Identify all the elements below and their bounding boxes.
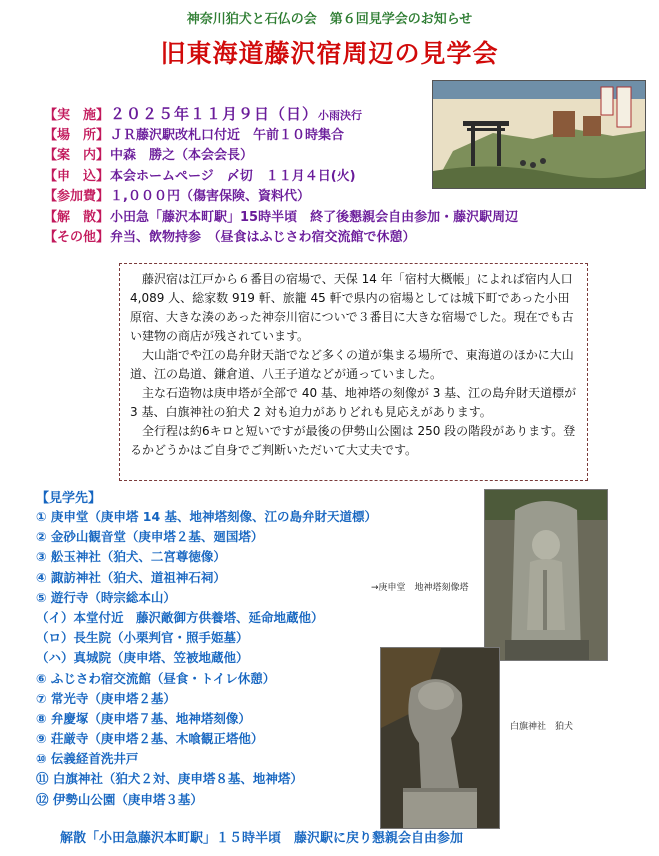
site-item: （ロ）長生院（小栗判官・照手姫墓） (36, 630, 249, 646)
detail-label: 【申 込】 (44, 168, 110, 184)
site-item: ⑫ 伊勢山公園（庚申塔３基） (36, 791, 203, 807)
detail-label: 【場 所】 (44, 127, 110, 143)
detail-value: 小田急「藤沢本町駅」15時半頃 終了後懇親会自由参加・藤沢駅周辺 (110, 209, 519, 225)
detail-note: 小雨決行 (318, 109, 363, 122)
detail-guide (44, 144, 484, 165)
detail-value: 中森 勝之（本会会長） (110, 148, 254, 163)
site-item: ④ 諏訪神社（狛犬、道祖神石祠） (36, 569, 226, 585)
event-details (44, 103, 519, 247)
photo1-caption: →庚申堂 地神塔刻像塔 (371, 583, 469, 593)
detail-apply (44, 165, 484, 186)
ukiyoe-print-image (432, 80, 646, 189)
detail-dismiss (44, 206, 519, 227)
site-item: （ハ）真城院（庚申塔、笠被地蔵他） (36, 650, 249, 666)
site-item: ① 庚申堂（庚申塔 14 基、地神塔刻像、江の島弁財天道標） (36, 509, 378, 524)
site-item: ③ 舩玉神社（狛犬、二宮尊徳像） (36, 549, 226, 565)
photo2-caption: 白旗神社 狛犬 (510, 722, 574, 732)
detail-label: 【案 内】 (44, 148, 110, 163)
site-item: ⑦ 常光寺（庚申塔２基） (36, 690, 176, 706)
site-item: ⑨ 荘厳寺（庚申塔２基、木喰観正塔他） (36, 731, 264, 747)
intro-paragraph: 大山詣でや江の島弁財天詣でなど多くの道が集まる場所で、東海道のほかに大山道、江の島道、鎌倉道、八王子道などが通っていました。 (130, 348, 574, 381)
jizo-statue-photo (484, 489, 608, 661)
detail-label: 【参加費】 (44, 189, 110, 204)
detail-date (44, 103, 484, 124)
site-item: ⑪ 白旗神社（狛犬２対、庚申塔８基、地神塔） (36, 771, 303, 787)
detail-place (44, 124, 484, 145)
intro-paragraph: 全行程は約6キロと短いですが最後の伊勢山公園は 250 段の階段があります。登るかどうかはご自身でご判断いただいて大丈夫です。 (130, 424, 576, 457)
site-item: ⑩ 伝義経首洗井戸 (36, 751, 139, 767)
detail-label: 【実 施】 (44, 108, 110, 123)
sites-heading: 【見学先】 (36, 491, 102, 506)
site-item: ⑧ 弁慶塚（庚申塔７基、地神塔刻像） (36, 710, 251, 726)
footer-dismissal-note: 解散「小田急藤沢本町駅」１５時半頃 藤沢駅に戻り懇親会自由参加 (60, 831, 464, 846)
intro-text-box (119, 263, 588, 481)
detail-value: １,０００円（傷害保険、資料代） (110, 189, 310, 204)
detail-value: ２０２５年１１月９日（日） (110, 105, 319, 123)
detail-fee (44, 185, 484, 206)
organization-heading: 神奈川狛犬と石仏の会 第６回見学会のお知らせ (186, 12, 473, 27)
detail-value: 本会ホームページ 〆切 １１月４日(火) (110, 168, 356, 184)
site-item: （イ）本堂付近 藤沢敵御方供養塔、延命地蔵他） (36, 609, 324, 625)
detail-label: 【解 散】 (44, 209, 110, 225)
detail-label: 【その他】 (44, 230, 110, 245)
detail-other (44, 226, 484, 247)
site-item: ⑤ 遊行寺（時宗総本山） (36, 589, 176, 605)
intro-paragraph: 藤沢宿は江戸から６番目の宿場で、天保 14 年「宿村大概帳」によれば宿内人口 4,089 人、総家数 919 軒、旅籠 45 軒で県内の宿場としては城下町であった小田原宿、大きな湊のあった神奈川宿についで３番目に大きな宿場でした。現在でも古い建物の商店が残されています。 (130, 272, 574, 343)
site-item: ⑥ ふじさわ宿交流館（昼食・トイレ休憩） (36, 670, 276, 686)
site-item: ② 金砂山観音堂（庚申塔２基、廻国塔） (36, 529, 264, 545)
intro-paragraph: 主な石造物は庚申塔が全部で 40 基、地神塔の刻像が 3 基、江の島弁財天道標が 3 基、白旗神社の狛犬 2 対も迫力がありどれも見応えがあります。 (130, 386, 577, 419)
detail-value: ＪＲ藤沢駅改札口付近 午前１０時集合 (110, 127, 345, 143)
page-title: 旧東海道藤沢宿周辺の見学会 (160, 39, 499, 68)
detail-value: 弁当、飲物持参 （昼食はふじさわ宿交流館で休憩） (110, 230, 416, 245)
komainu-statue-photo (380, 647, 500, 829)
